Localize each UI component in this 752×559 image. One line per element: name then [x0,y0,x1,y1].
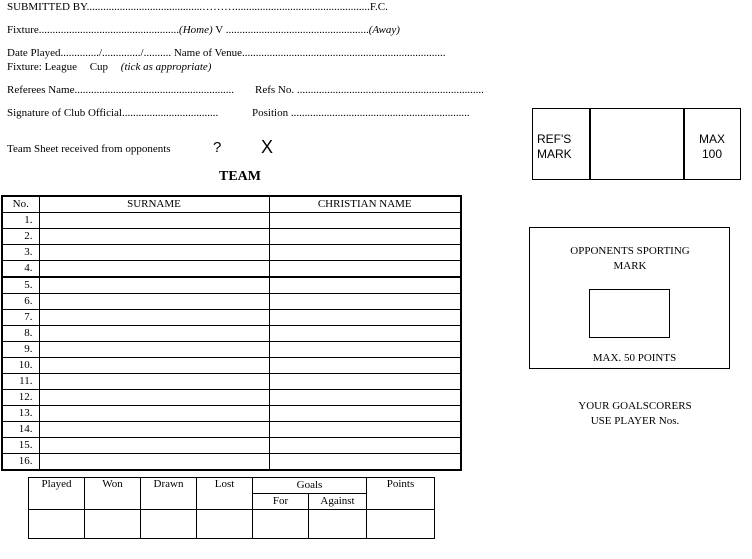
table-row [2,277,461,294]
date-field[interactable]: ............../............../.......... [60,47,172,59]
submitted-field[interactable]: ..........................................……….................................................F.C. [86,1,388,13]
player-number: 5. [2,277,39,294]
fixture-away-field[interactable]: .................................................... [225,24,369,36]
surname-cell[interactable] [39,277,269,294]
christian-name-cell[interactable] [269,294,461,310]
position-line [252,107,470,119]
surname-cell[interactable] [39,438,269,454]
player-number: 8. [2,326,39,342]
player-number: 1. [2,213,39,229]
christian-name-cell[interactable] [269,406,461,422]
surname-cell[interactable] [39,213,269,229]
surname-cell[interactable] [39,422,269,438]
christian-name-cell[interactable] [269,374,461,390]
surname-cell[interactable] [39,454,269,471]
team-title: TEAM [219,169,261,184]
christian-name-cell[interactable] [269,438,461,454]
venue-label: Name of Venue [173,47,243,59]
player-number: 14. [2,422,39,438]
won-header: Won [85,478,141,510]
refs-no-line [255,84,484,96]
points-cell[interactable] [367,509,435,538]
christian-name-cell[interactable] [269,422,461,438]
player-number: 9. [2,342,39,358]
table-row [2,390,461,406]
surname-cell[interactable] [39,294,269,310]
fixture-label: Fixture [7,24,39,36]
fixture-home-field[interactable]: ................................................... [38,24,180,36]
submitted-line [7,1,388,13]
table-row [2,374,461,390]
surname-cell[interactable] [39,261,269,278]
table-row [2,406,461,422]
christian-name-cell[interactable] [269,454,461,471]
referee-label: Referees Name [7,84,75,96]
christian-name-cell[interactable] [269,245,461,261]
result-table [28,477,435,539]
player-number: 16. [2,454,39,471]
submitted-label: SUBMITTED BY [7,1,87,13]
table-row [2,261,461,278]
opponents-title: OPPONENTS SPORTING MARK [570,245,690,272]
tick-note: (tick as appropriate) [120,61,212,73]
refs-mark-label: REF'S MARK [537,132,572,161]
goals-against-header: Against [309,494,367,509]
refs-no-label: Refs No. [255,84,295,96]
table-row [2,245,461,261]
player-number: 12. [2,390,39,406]
question-mark[interactable]: ? [213,139,222,156]
referee-line [7,84,234,96]
x-mark[interactable]: X [261,137,274,157]
goals-for-cell[interactable] [253,509,309,538]
surname-cell[interactable] [39,310,269,326]
table-row [2,213,461,229]
player-number: 10. [2,358,39,374]
table-row [2,422,461,438]
refs-mark-max: MAX 100 [698,132,725,161]
christian-name-cell[interactable] [269,326,461,342]
played-cell[interactable] [29,509,85,538]
points-header: Points [367,478,435,510]
goals-header: Goals [253,478,367,494]
table-row [2,358,461,374]
lost-header: Lost [197,478,253,510]
position-label: Position [252,107,289,119]
player-number: 11. [2,374,39,390]
surname-cell[interactable] [39,374,269,390]
goals-against-cell[interactable] [309,509,367,538]
christian-name-cell[interactable] [269,213,461,229]
refs-mark-divider-right [683,109,685,179]
signature-field[interactable]: ................................... [121,107,219,119]
fixture-type-line [7,61,211,73]
player-number: 7. [2,310,39,326]
surname-cell[interactable] [39,326,269,342]
team-table [1,195,462,471]
col-surname-header: SURNAME [39,196,269,213]
surname-cell[interactable] [39,342,269,358]
player-number: 2. [2,229,39,245]
christian-name-cell[interactable] [269,358,461,374]
christian-name-cell[interactable] [269,390,461,406]
opponents-mark-input[interactable] [589,289,670,338]
player-number: 15. [2,438,39,454]
surname-cell[interactable] [39,229,269,245]
refs-no-field[interactable]: .................................................................... [296,84,484,96]
drawn-cell[interactable] [141,509,197,538]
versus-label: V [215,24,223,36]
drawn-header: Drawn [141,478,197,510]
goalscorers-line1: YOUR GOALSCORERS [578,400,692,412]
date-label: Date Played [7,47,61,59]
cup-option[interactable]: Cup [89,61,109,73]
away-label: (Away) [368,24,400,36]
table-row [2,326,461,342]
col-christian-header: CHRISTIAN NAME [269,196,461,213]
christian-name-cell[interactable] [269,342,461,358]
goalscorers-line2: USE PLAYER Nos. [590,415,680,427]
table-row [2,229,461,245]
position-field[interactable]: ................................................................. [290,107,470,119]
refs-mark-input[interactable] [591,109,683,179]
date-line [7,47,446,59]
surname-cell[interactable] [39,406,269,422]
table-row [2,310,461,326]
player-number: 4. [2,261,39,278]
surname-cell[interactable] [39,390,269,406]
player-number: 6. [2,294,39,310]
refs-mark-box [532,108,741,180]
home-label: (Home) [179,24,213,36]
referee-field[interactable]: .......................................................... [74,84,234,96]
table-row [2,454,461,471]
player-number: 3. [2,245,39,261]
goals-for-header: For [253,494,309,509]
lost-cell[interactable] [197,509,253,538]
fixture-line [7,24,400,36]
opponents-max: MAX. 50 POINTS [592,352,677,364]
christian-name-cell[interactable] [269,229,461,245]
surname-cell[interactable] [39,358,269,374]
christian-name-cell[interactable] [269,261,461,278]
team-table-header [2,196,461,213]
surname-cell[interactable] [39,245,269,261]
opponents-box [529,227,730,369]
league-option[interactable]: Fixture: League [7,61,77,73]
table-row [2,342,461,358]
player-number: 13. [2,406,39,422]
won-cell[interactable] [85,509,141,538]
signature-label: Signature of Club Official [7,107,122,119]
team-sheet-label: Team Sheet received from opponents [7,143,171,155]
venue-field[interactable]: .......................................................................... [242,47,446,59]
played-header: Played [29,478,85,510]
christian-name-cell[interactable] [269,310,461,326]
signature-line [7,107,218,119]
table-row [2,438,461,454]
christian-name-cell[interactable] [269,277,461,294]
table-row [2,294,461,310]
col-no-header: No. [2,196,39,213]
